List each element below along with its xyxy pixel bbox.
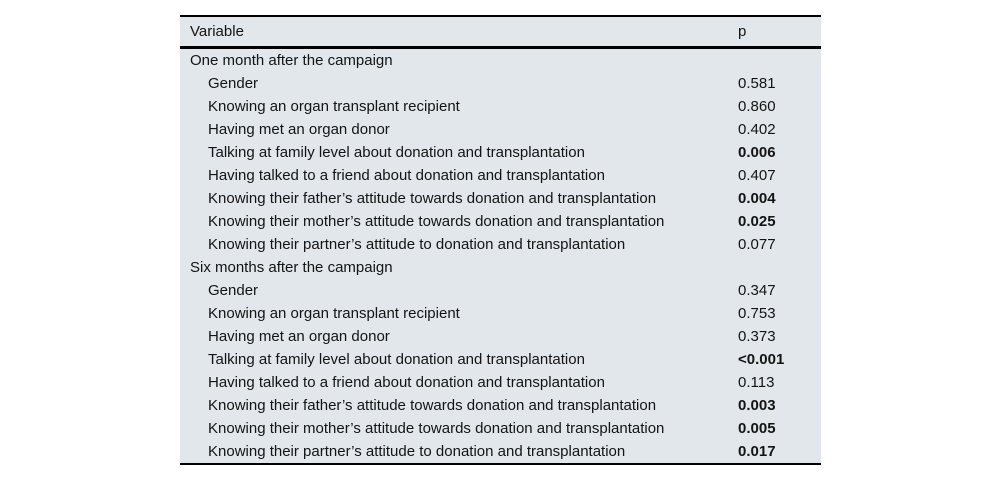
table-row [180, 302, 821, 325]
table-row [180, 325, 821, 348]
p-value-cell: 0.753 [738, 305, 776, 322]
variable-cell: Having talked to a friend about donation and transplantation [208, 167, 605, 184]
table-row [180, 187, 821, 210]
table-row [180, 371, 821, 394]
table-row [180, 348, 821, 371]
section-label: Six months after the campaign [190, 259, 393, 276]
variable-cell: Knowing their father’s attitude towards donation and transplantation [208, 190, 657, 207]
variable-cell: Knowing their partner’s attitude to donation and transplantation [208, 443, 626, 460]
table-row [180, 279, 821, 302]
section-header-row [180, 256, 821, 279]
section-p-cell [738, 49, 821, 72]
p-value-cell: 0.373 [738, 328, 776, 345]
table-row [180, 164, 821, 187]
p-value-cell: 0.004 [738, 190, 776, 207]
table-header-row [180, 17, 821, 46]
p-value-cell: 0.003 [738, 397, 776, 414]
p-value-cell: 0.025 [738, 213, 776, 230]
table-row [180, 233, 821, 256]
p-value-cell: 0.402 [738, 121, 776, 138]
variable-cell: Talking at family level about donation and transplantation [208, 351, 585, 368]
column-header-variable: Variable [190, 23, 244, 40]
variable-cell: Having talked to a friend about donation and transplantation [208, 374, 605, 391]
variable-cell: Gender [208, 282, 259, 299]
table-row [180, 141, 821, 164]
variable-cell: Having met an organ donor [208, 121, 390, 138]
table-row [180, 440, 821, 463]
table-row [180, 95, 821, 118]
p-value-cell: 0.006 [738, 144, 776, 161]
table-row [180, 210, 821, 233]
variable-cell: Knowing an organ transplant recipient [208, 305, 460, 322]
p-value-cell: 0.017 [738, 443, 776, 460]
section-label: One month after the campaign [190, 52, 393, 69]
p-value-cell: 0.347 [738, 282, 776, 299]
table-bottom-rule [180, 463, 821, 465]
table-row [180, 417, 821, 440]
variable-cell: Knowing an organ transplant recipient [208, 98, 460, 115]
table-row [180, 118, 821, 141]
variable-cell: Knowing their partner’s attitude to donation and transplantation [208, 236, 626, 253]
table-row [180, 72, 821, 95]
section-p-cell [738, 256, 821, 279]
p-value-cell: 0.581 [738, 75, 776, 92]
variable-cell: Gender [208, 75, 259, 92]
p-value-cell: 0.860 [738, 98, 776, 115]
variable-cell: Knowing their mother’s attitude towards donation and transplantation [208, 213, 665, 230]
table-row [180, 394, 821, 417]
p-value-cell: 0.407 [738, 167, 776, 184]
column-header-p: p [738, 23, 747, 40]
p-value-cell: 0.005 [738, 420, 776, 437]
variable-cell: Knowing their father’s attitude towards donation and transplantation [208, 397, 657, 414]
table-body [180, 49, 821, 463]
section-header-row [180, 49, 821, 72]
p-value-table [180, 15, 821, 465]
variable-cell: Knowing their mother’s attitude towards donation and transplantation [208, 420, 665, 437]
p-value-cell: 0.113 [738, 374, 775, 391]
variable-cell: Talking at family level about donation and transplantation [208, 144, 585, 161]
p-value-cell: <0.001 [738, 351, 785, 368]
p-value-cell: 0.077 [738, 236, 776, 253]
variable-cell: Having met an organ donor [208, 328, 390, 345]
